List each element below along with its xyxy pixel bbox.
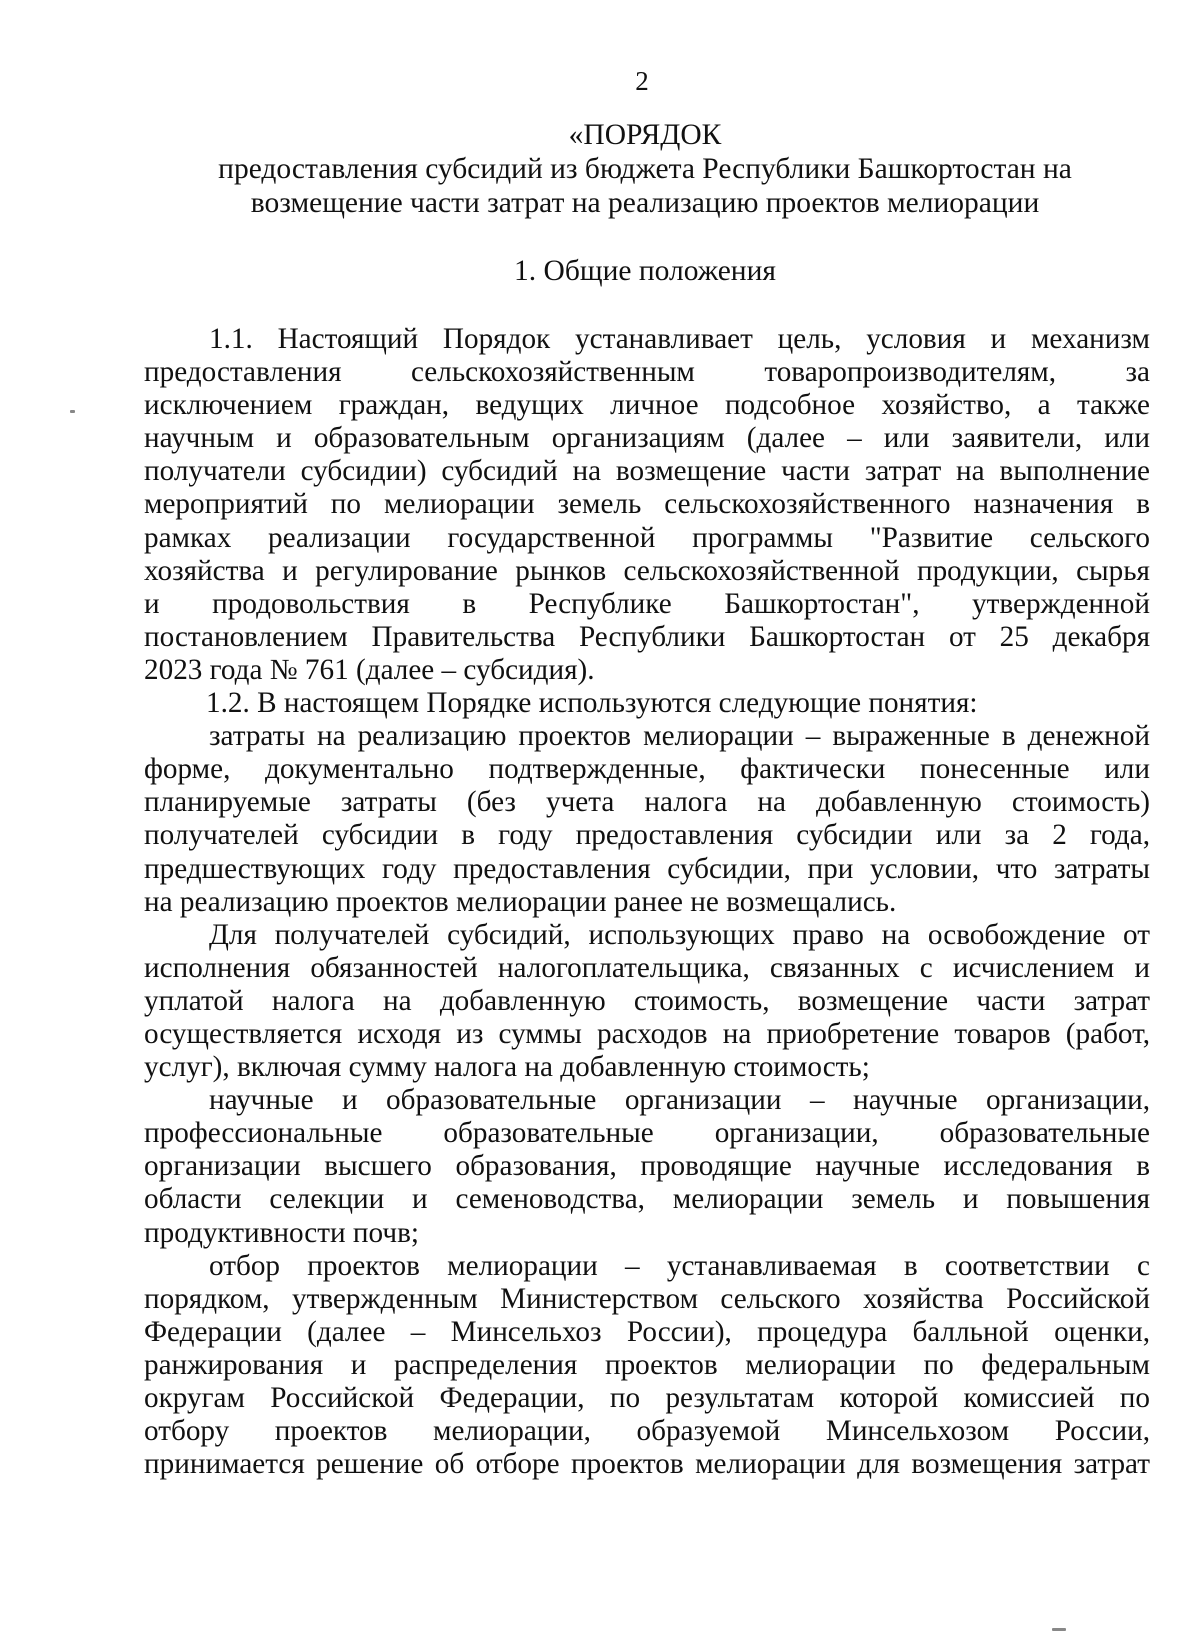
text-line: Для получателей субсидий, использующих право на освобождение от bbox=[209, 918, 1150, 951]
text-line: рамках реализации государственной программы "Развитие сельского bbox=[144, 521, 1150, 554]
text-line: услуг), включая сумму налога на добавленную стоимость; bbox=[144, 1051, 870, 1084]
text-line: исполнения обязанностей налогоплательщика, связанных с исчислением и bbox=[144, 951, 1150, 984]
text-line: предоставления сельскохозяйственным товаропроизводителям, за bbox=[144, 356, 1150, 389]
scan-speck bbox=[1052, 1628, 1066, 1631]
text-line: мероприятий по мелиорации земель сельскохозяйственного назначения в bbox=[144, 488, 1150, 521]
text-line: уплатой налога на добавленную стоимость, возмещение части затрат bbox=[144, 984, 1150, 1017]
document-subtitle-line-1: предоставления субсидий из бюджета Республики Башкортостан на bbox=[218, 153, 1072, 185]
document-header bbox=[140, 118, 1150, 220]
text-line: отбор проектов мелиорации – устанавливаемая в соответствии с bbox=[209, 1249, 1150, 1282]
text-line: продуктивности почв; bbox=[144, 1216, 419, 1249]
text-line: осуществляется исходя из суммы расходов на приобретение товаров (работ, bbox=[144, 1017, 1150, 1050]
page-number: 2 bbox=[635, 66, 649, 96]
text-line: профессиональные образовательные организации, образовательные bbox=[144, 1117, 1150, 1150]
text-line: научным и образовательным организациям (далее – или заявители, или bbox=[144, 422, 1150, 455]
text-line: порядком, утвержденным Министерством сельского хозяйства Российской bbox=[144, 1282, 1150, 1315]
document-subtitle-line-2: возмещение части затрат на реализацию проектов мелиорации bbox=[250, 187, 1040, 219]
text-line: предшествующих году предоставления субсидии, при условии, что затраты bbox=[144, 852, 1150, 885]
text-line: 1.2. В настоящем Порядке используются следующие понятия: bbox=[206, 687, 978, 720]
text-line: получатели субсидии) субсидий на возмещение части затрат на выполнение bbox=[144, 455, 1150, 488]
text-line: на реализацию проектов мелиорации ранее не возмещались. bbox=[144, 885, 897, 918]
document-title: «ПОРЯДОК bbox=[568, 119, 722, 151]
text-line: области селекции и семеноводства, мелиорации земель и повышения bbox=[144, 1183, 1150, 1216]
text-line: получателей субсидии в году предоставления субсидии или за 2 года, bbox=[144, 819, 1150, 852]
scan-speck bbox=[70, 410, 75, 413]
text-line: 2023 года № 761 (далее – субсидия). bbox=[144, 653, 595, 686]
text-line: 1.1. Настоящий Порядок устанавливает цель, условия и механизм bbox=[209, 323, 1150, 355]
text-line: отбору проектов мелиорации, образуемой Минсельхозом России, bbox=[144, 1415, 1150, 1448]
text-line: и продовольствия в Республике Башкортостан", утвержденной bbox=[144, 587, 1150, 620]
text-line: Федерации (далее – Минсельхоз России), процедура балльной оценки, bbox=[144, 1315, 1150, 1348]
text-line: округам Российской Федерации, по результатам которой комиссией по bbox=[144, 1382, 1150, 1414]
text-line: форме, документально подтвержденные, фактически понесенные или bbox=[144, 753, 1150, 786]
text-line: постановлением Правительства Республики Башкортостан от 25 декабря bbox=[144, 620, 1150, 653]
text-line: научные и образовательные организации – научные организации, bbox=[209, 1084, 1150, 1117]
text-line: планируемые затраты (без учета налога на добавленную стоимость) bbox=[144, 786, 1150, 819]
text-line: ранжирования и распределения проектов мелиорации по федеральным bbox=[144, 1348, 1150, 1381]
text-line: организации высшего образования, проводящие научные исследования в bbox=[144, 1150, 1150, 1183]
body-text bbox=[144, 323, 1150, 1481]
text-line: исключением граждан, ведущих личное подсобное хозяйство, а также bbox=[144, 389, 1150, 422]
text-line: принимается решение об отборе проектов мелиорации для возмещения затрат bbox=[144, 1448, 1150, 1481]
text-line: затраты на реализацию проектов мелиорации – выраженные в денежной bbox=[209, 720, 1150, 753]
text-line: хозяйства и регулирование рынков сельскохозяйственной продукции, сырья bbox=[144, 554, 1150, 587]
section-title: 1. Общие положения bbox=[514, 255, 776, 287]
